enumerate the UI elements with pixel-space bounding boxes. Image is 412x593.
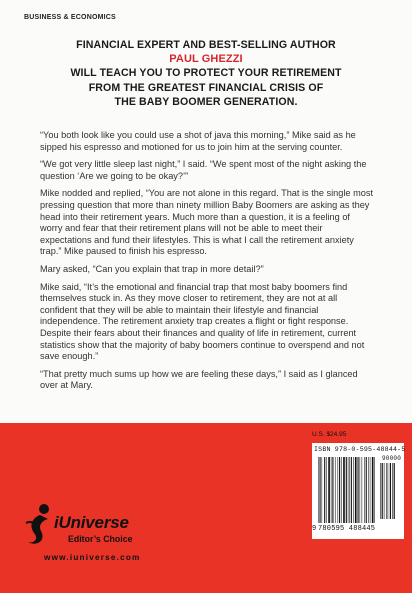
price-label: U.S. $24.95 [312,431,347,438]
publisher-logo [16,503,166,549]
barcode-addon-digits: 90000 [382,455,402,462]
barcode-main-digits: 780595 488445 [318,525,376,533]
barcode-lead-digit: 9 [312,525,317,533]
publisher-website: www.iuniverse.com [44,553,141,562]
headline-line-1: FINANCIAL EXPERT AND BEST-SELLING AUTHOR [76,39,336,51]
headline-line-4: FROM THE GREATEST FINANCIAL CRISIS OF [88,81,324,94]
author-name: PAUL GHEZZI [169,53,243,66]
barcode [312,443,404,539]
excerpt-paragraph: “You both look like you could use a shot of java this morning,” Mike said as he sipped his espresso and motioned for us to join him at the serving counter. [40,130,356,152]
barcode-bars-icon [318,457,376,523]
barcode-addon-bars-icon [380,463,400,519]
category-label: BUSINESS & ECONOMICS [24,14,116,21]
excerpt-paragraph: Mary asked, “Can you explain that trap in more detail?” [40,263,264,274]
excerpt-paragraph: “We got very little sleep last night,” I said. “We spent most of the night asking the question ‘Are we going to be okay?’” [40,159,367,181]
publisher-tagline: Editor’s Choice [68,534,133,544]
excerpt-paragraph: Mike nodded and replied, “You are not alone in this regard. That is the single most pressing question that more than ninety million Baby Boomers are asking as they head into their retirement years. Much more than a question, it is a feeling of worry and fear that their retirement plans will not be able to meet their expectations and fund their lifestyles. This is what I call the retirement anxiety trap.” Mike paused to finish his espresso. [40,188,373,257]
excerpt-paragraph: Mike said, “It’s the emotional and financial trap that most baby boomers find themselves stuck in. As they move closer to retirement, they are not at all confident that they will be able to maintain their lifestyle and financial independence. The retirement anxiety trap creates a flight or fight response. Despite their fears about their finances and quality of life in retirement, current statistics show that the majority of baby boomers continue to overspend and not save enough.” [40,281,365,362]
headline [40,38,372,109]
headline-line-3: WILL TEACH YOU TO PROTECT YOUR RETIREMENT [70,67,342,80]
excerpt [40,130,374,398]
iuniverse-figure-icon [24,503,52,545]
publisher-brand: iUniverse [54,513,129,532]
isbn-text: ISBN 978-0-595-48844-5 [314,446,406,453]
excerpt-paragraph: “That pretty much sums up how we are feeling these days,” I said as I glanced over at Mary. [40,368,358,391]
headline-line-5: THE BABY BOOMER GENERATION. [114,95,298,108]
